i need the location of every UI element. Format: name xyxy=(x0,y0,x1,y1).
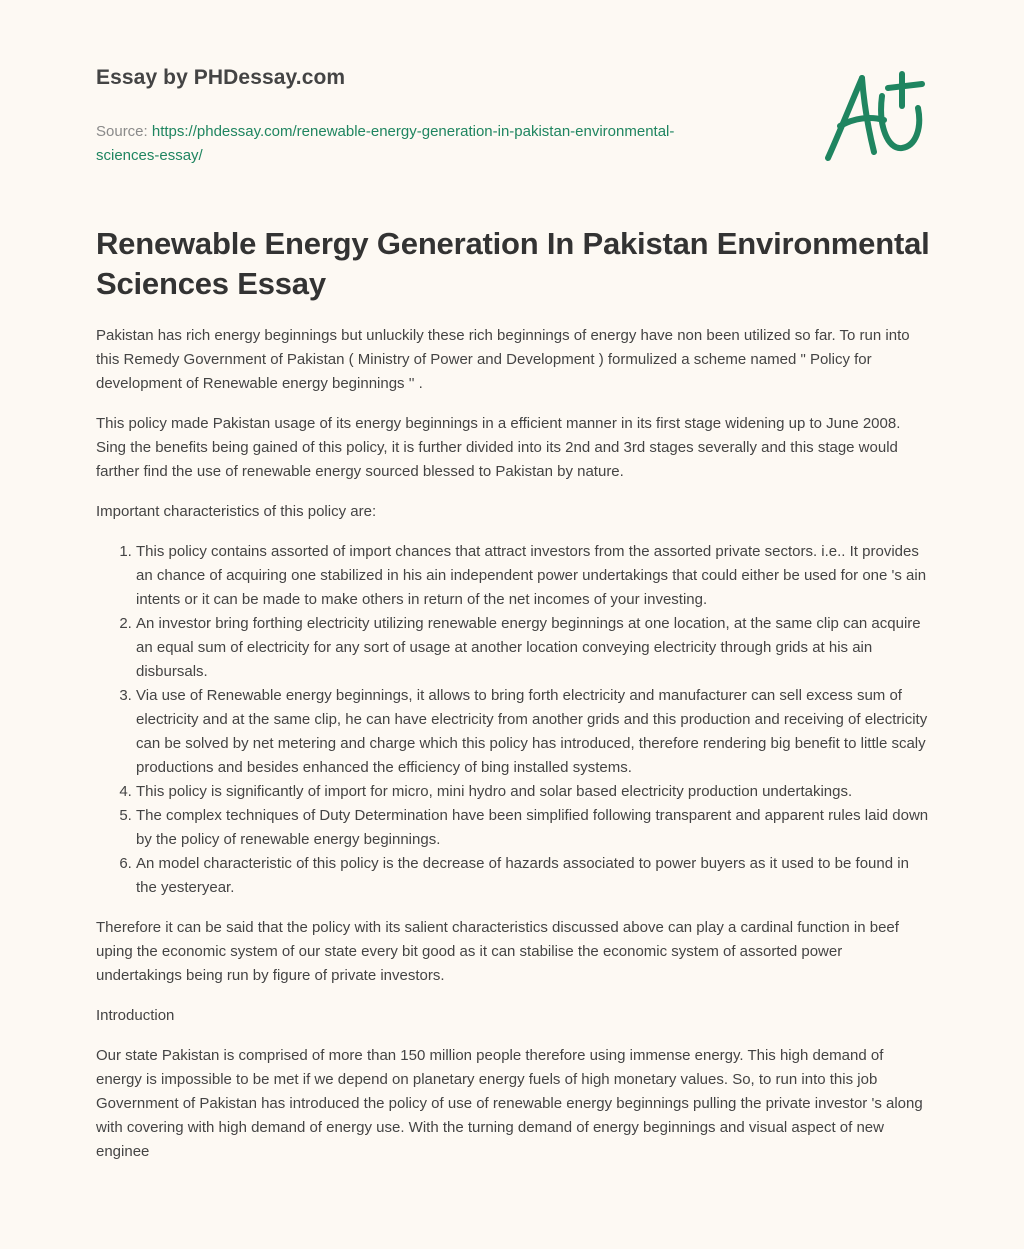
brand-title: Essay by PHDessay.com xyxy=(96,66,346,89)
paragraph-2: This policy made Pakistan usage of its energy beginnings in a efficient manner in its first stage widening up to June 2008. Sing the benefits being gained of this policy, it is further divided into its 2nd and 3rd stages severally and this stage would farther find the use of renewable energy sourced blessed to Pakistan by nature. xyxy=(96,415,901,480)
list-item: 3. Via use of Renewable energy beginnings, it allows to bring forth electricity and manufacturer can sell excess sum of electricity and at the same clip, he can have electricity from another grids and this production and receiving of electricity can be solved by net metering and charge which this policy has introduced, therefore rendering big benefit to little scaly productions and besides enhanced the efficiency of bing installed systems. xyxy=(136,684,930,780)
a-plus-logo-icon xyxy=(818,66,930,166)
header xyxy=(96,66,796,168)
list-item: 5. The complex techniques of Duty Determination have been simplified following transparent and apparent rules laid down by the policy of renewable energy beginnings. xyxy=(136,804,930,852)
paragraph-conclusion: Therefore it can be said that the policy with its salient characteristics discussed above can play a cardinal function in beef uping the economic system of our state every bit good as it can stabilise the economic system of assorted power undertakings being run by figure of private investors. xyxy=(96,919,899,984)
list-item: 2. An investor bring forthing electricity utilizing renewable energy beginnings at one location, at the same clip can acquire an equal sum of electricity for any sort of usage at another location conveying electricity through grids at his ain disbursals. xyxy=(136,612,930,684)
list-item: 6. An model characteristic of this policy is the decrease of hazards associated to power buyers as it used to be found in the yesteryear. xyxy=(136,852,930,900)
list-item: 4. This policy is significantly of import for micro, mini hydro and solar based electricity production undertakings. xyxy=(136,780,930,804)
source-line xyxy=(96,120,796,168)
essay-body xyxy=(96,324,930,1180)
source-link-part-2: sciences-essay/ xyxy=(96,147,203,164)
source-label: Source: xyxy=(96,123,148,140)
paragraph-1: Pakistan has rich energy beginnings but unluckily these rich beginnings of energy have non been utilized so far. To run into this Remedy Government of Pakistan ( Ministry of Power and Development ) formulized a scheme named " Policy for development of Renewable energy beginnings '' . xyxy=(96,327,910,392)
section-paragraph: Our state Pakistan is comprised of more than 150 million people therefore using immense energy. This high demand of energy is impossible to be met if we depend on planetary energy fuels of high monetary values. So, to run into this job Government of Pakistan has introduced the policy of use of renewable energy beginnings pulling the private investor 's along with covering with high demand of energy use. With the turning demand of energy beginnings and visual aspect of new enginee xyxy=(96,1047,923,1160)
paragraph-3: Important characteristics of this policy are: xyxy=(96,503,377,520)
section-heading: Introduction xyxy=(96,1007,175,1024)
essay-title: Renewable Energy Generation In Pakistan Environmental Sciences Essay xyxy=(96,226,930,301)
list-item: 1. This policy contains assorted of import chances that attract investors from the assorted private sectors. i.e.. It provides an chance of acquiring one stabilized in his ain independent power undertakings that could either be used for one 's ain intents or it can be made to make others in return of the net incomes of your investing. xyxy=(136,540,930,612)
source-link[interactable] xyxy=(96,123,674,164)
characteristics-list xyxy=(96,540,930,900)
source-link-part-1: https://phdessay.com/renewable-energy-generation-in-pakistan-environmental- xyxy=(151,123,675,140)
